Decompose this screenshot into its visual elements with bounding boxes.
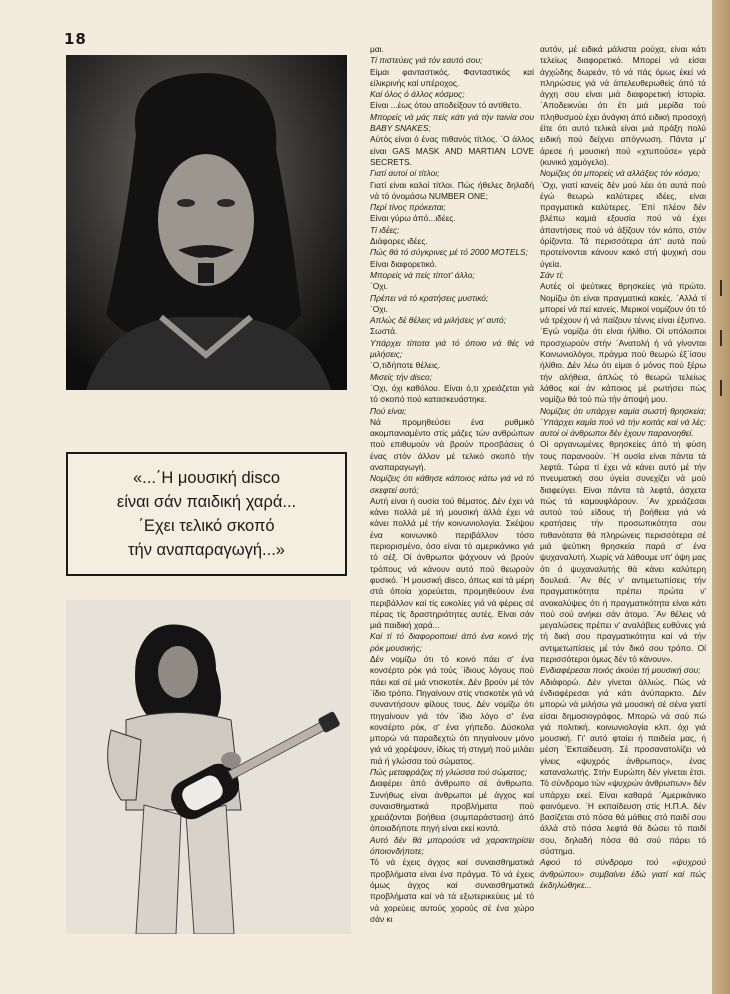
- pull-quote-line: είναι σάν παιδική χαρά...: [116, 493, 297, 511]
- pull-quote-line: «...΄Η μουσική disco: [132, 469, 280, 487]
- pull-quote: [66, 452, 347, 576]
- interview-answer: Διάφορες ιδέες.: [370, 236, 428, 247]
- guitarist-photo: [66, 600, 351, 934]
- interview-answer: Νά προμηθεύσει ένα ρυθμικό ακομπανιαμέντο στίς μάζες τών ανθρώπων πού επιθυμούν νά βρούν προσβάσεις ό ένας στόν άλλον μέ τελικό σκοπό τήν αναπαραγωγή.: [370, 416, 534, 472]
- article-column-2: [540, 44, 706, 891]
- article-column-1: [370, 44, 534, 925]
- interview-answer: Γιατί είναι καλοί τίτλοι. Πώς ήθελες δηλαδή νά τό όνομάσω NUMBER ONE;: [370, 179, 534, 201]
- interview-question: Αυτό δέν θά μπορούσε νά χαρακτηρίσει όποιονδήποτε;: [370, 834, 534, 857]
- interview-question: Νομίζεις ότι υπάρχει καμία σωστή θρησκεία; ΄Υπάρχει καμία πού νά τήν κοιτάς καί νά λές: αυτοί οί άνθρωποι δέν έχουν παρανοηθεί.: [540, 405, 706, 439]
- interview-answer: Τό νά έχεις άγχος καί συναισθηματικά προβλήματα είναι ένα πράγμα. Τό νά έχεις όμως άγχος καί συναισθηματικά προβλήματα καί νά τά εξωτερικεύεις μέ τό νά χορεύεις αυτούς χορούς σέ ένα χώρο σάν κι: [370, 857, 534, 924]
- interview-question: Μισείς τήν disco;: [370, 371, 433, 382]
- interview-answer: Αυτές οί ψεύτικες θρησκείες γιά πρώτο. Νομίζω ότι είναι πραγματικά κακές. ΄Αλλά τί μπορεί νά πεί κανείς. Μερικοί νομίζουν ότι τό νά τρέχουν ή νά παίζουν τέννις είναι έξυπνο. ΄Εγώ νομίζω ότι είναι ήλίθιο. Οί υπόλοιποι προσχωρούν στήν ΄Ανατολή ή νά γίνονται Κοινωνιολόγοι, πράγμα πού θεωρώ έξ΄ίσου ήλίθιο. Δέν λέω ότι είμαι ό μόνος πού ξέρω τήν αλήθεια, άπλώς τό θεωρώ τελείως λάθος καί άν κάποιος μέ ρωτήσει πώς νομίζω θά τού πώ τήν άποψή μου.: [540, 281, 706, 405]
- interview-answer: ΄Οχι, γιατί κανείς δέν μού λέει ότι αυτά πού έγώ θεωρώ καλύτερες ιδέες, είναι πραγματικά καλύτερες. ΄Επί πλέον δέν βλέπω καμιά εξουσία πού νά έχει άπαντήσεις πού νά άξίζουν τόν κόπο, στόν όρίζοντα. Τά περισσότερα άπ' αυτά πού προτείνονται κάνουν κακό στή ψυχική σου ύγεία.: [540, 179, 706, 269]
- interview-answer: Αύτός είναι ό ένας πιθανός τίτλος. ΄Ο άλλος είναι GAS MASK AND MARTIAN LOVE SECRETS.: [370, 134, 534, 167]
- interview-question: Νομίζεις ότι μπορείς νά αλλάξεις τόν κόσμο;: [540, 168, 701, 179]
- interview-answer: Είναι ...έως ότου αποδείξουν τό αντίθετο.: [370, 100, 522, 111]
- page-number: 18: [64, 30, 87, 48]
- interview-question: Γιατί αυτοί οί τίτλοι;: [370, 168, 440, 179]
- interview-question: Πρέπει νά τό κρατήσεις μυστικό;: [370, 292, 489, 303]
- interview-question: Καί τί τό διαφοροποιεί άπό ένα κοινό τής ρόκ μουσικής;: [370, 631, 534, 653]
- interview-answer: Είναι διαφορετικό.: [370, 258, 437, 269]
- interview-answer: ΄Οχι.: [370, 281, 388, 292]
- interview-answer: Σωστά.: [370, 326, 398, 337]
- interview-answer: ΄Οχι, όχι καθόλου. Είναι ό,τι χρειάζεται γιά τό σκοπό πού κατασκευάστηκε.: [370, 382, 534, 405]
- interview-answer: ΄Ο,τιδήποτε θέλεις.: [370, 360, 441, 371]
- interview-question: Σάν τί;: [540, 269, 564, 280]
- interview-answer: Δέν νομίζω ότι τό κοινό πάει σ' ένα κονσέρτο ρόκ γιά τούς ΄ίδιους λόγους πού πάει καί σέ μιά ντισκοτέκ. Δέν βρούν μέ τόν ΄ίδιο τρόπο. Πηγαίνουν στίς ντισκοτέκ γιά νά συναντήσουν φίλους τους. Δέν νομίζω ότι πηγαίνουν γιά τόν ΄ίδιο λόγο σ' ένα κονσέρτο ρόκ, σ' ένα γήπεδο. Δύσκολα μπορώ νά παραδεχτώ ότι πηγαίνουν μόνο γιά νά χορέψουν, ίδίως τή στιγμή πού μιλάει πιά ή γλώσσα τού σώματος.: [370, 654, 534, 766]
- interview-answer: Είναι γύρω άπό...ιδέες.: [370, 213, 456, 224]
- interview-answer: Αυτή είναι ή ουσία τού θέματος. Δέν έχει νά κάνει πολλά μέ τή μουσική άλλά έχει νά κάνει πολλά μέ τήν κοινωνιολογία. Σκέψου ένα κοινωνικό περιβάλλον τόσο περιορισμένο, όσο είναι τό αμερικάνικο γιά τό σέξ. Οί άνθρωποι ψάχνουν νά βρούν τρόπους νά κάνουν αυτό πού θεωρούν φυσικό. ΄Η μουσική disco, όπως καί τά μέρη στά όποία χορεύεται, προμηθεύουν ένα περιβάλλον καί τίς ευκολίες γιά νά φέρεις σέ πέρας τίς δραστηριότητες αυτές. Είναι σάν μιά παιδική χαρά...: [370, 495, 534, 631]
- interview-question: Πού είναι;: [370, 405, 407, 416]
- interview-question: Μπορείς νά πείς τίποτ' άλλο;: [370, 269, 475, 280]
- interview-answer: μαι.: [370, 44, 384, 54]
- interview-answer: Αδιάφορώ. Δέν γίνεται άλλιώς. Πώς νά ένδιαφέρεσαι γιά κάτι άνύπαρκτο. Δέν μπορώ νά μιλήσω γιά μουσική σέ σένα γιατί είσαι δημοσιογράφος. Μπορώ νά σού πώ γιά πολιτική, κοινωνιολογία κλπ. όχι γιά μουσική. Γι' αυτό φταίει ή παιδεία μας, ή μέση ΄Εκπαίδευση. Σέ προσανατολίζει νά γίνεις «ψυχρός άνθρωπος», ένας καταναλωτής. Στήν Ευρώπη δέν γίνεται έτσι. Τό σύνδρομο τών «ψυχρών άνθρωπων» δέν υπάρχει εκεί. Είναι καθαρά ΄Αμερικάνικο φαινόμενο. ΄Η εκπαίδευση στίς Η.Π.Α. δέν βασίζεται στό πόσα θά μάθεις στό παιδί σου άλλά στό πόσα λεφτά θά δώσει τό παιδί σου, δηλαδή πόσα θά σού πάρει τό σύστημα.: [540, 676, 706, 857]
- interview-question: Μπορείς νά μάς πείς κάτι γιά τήν ταινία σου BABY SNAKES;: [370, 111, 534, 134]
- interview-question: Περί τίνος πρόκειται;: [370, 202, 446, 213]
- interview-question: Ενδιαφέρεσαι ποιός άκούει τή μουσική σου;: [540, 665, 701, 676]
- interview-question: Απλώς δέ θέλεις νά μιλήσεις γι' αυτό;: [370, 315, 507, 326]
- interview-question: Νομίζεις ότι κάθησε κάποιος κάτω γιά νά τό σκεφτεί αυτό;: [370, 473, 534, 495]
- interview-question: Πώς θά τό σύγκρινες μέ τό 2000 MOTELS;: [370, 247, 528, 258]
- interview-answer: αυτόν, μέ ειδικά μάλιστα ρούχα, είναι κάτι τελείως διαφορετικό. Μπορεί νά είσαι άγχώδης δωρεάν, τό νά πάς όμως έκεί νά πληρώσεις γιά νά άπελευθερωθείς άπό τά άγχη σου είναι μιά διαφορετική ίστορία. ΄Αποδεικνύει ότι έτι μιά μερίδα τού πληθυσμού έχει άνάγκη άπό ειδική προσοχή έίτε ότι αυτό τελικά είναι μιά πράξη πολύ ειδική πού δείχνει απόγνωση. Πάντα μ' άρεσε ή μουσική πού «χτυπούσε» γερά (κυνικό χαμόγελο).: [540, 44, 706, 167]
- interview-question: Τί ιδέες;: [370, 224, 400, 235]
- interview-answer: Διαφέρει άπό άνθρωπο σέ άνθρωπο. Συνήθως είναι άνθρωποι μέ άγχος καί συναισθηματικά προβλήματα πού χρειάζονται βοήθεια (συμπαράσταση) άπό όποιαδήποτε πηγή είναι εκεί κοντά.: [370, 778, 534, 834]
- interview-question: Πώς μεταφράζεις τή γλώσσα τού σώματος;: [370, 767, 528, 777]
- interview-question: Αφού τό σύνδρομο τού «ψυχρού άνθρώπου» συμβαίνει έδώ γιατί καί πώς έκδηλώθηκε...: [540, 857, 706, 890]
- interview-answer: Οί οργανωμένες θρησκείες άπό τή φύση τους παρανοούν. ΄Η ουσία είναι πάντα τά λεφτά. Τώρα τί έχει νά κάνει αυτό μέ τήν πνευματική σου ύγεία συνεχίζει νά μού διαφεύγει. Είναι πάντα τά λεφτά, άσχετα πώς τά καμουφλάρουν. ΄Αν χρειάζεσαι αυτού τού είδους τή βοήθεια γιά νά κρατήσεις τήν προσωπικότητα σου πιθανότατα θά πληρώνεις περισσότερα σέ μιά ψεύτικη θρησκεία παρά σ' ένα ψυχαναλυτή. Χωρίς νά λάθουμε υπ' όψη μας ότι ό ψυχαναλυτής θά κάνει καλύτερη δουλειά. ΄Αν θές ν' αντιμετωπίσεις τήν πραγματικότητα πρέπει πρώτα ν' ανακαλύψεις ότι ή πραγματικότητα είναι κάτι πού σού ανήκει σάν άτομο. ΄Αν θέλεις νά μεγαλώσεις πρέπει ν' αναλάβεις ευθύνες γιά τή δική σου πραγματικότητα καί νά τήν αντιμετωπίσεις μέ τόν δικό σου τρόπο. Οί περισσότεροι όμως δέν τό κάνουν».: [540, 439, 706, 665]
- pull-quote-line: τήν αναπαραγωγή...»: [128, 541, 285, 559]
- interview-question: Υπάρχει τίποτα γιά τό όποιο νά θές νά μιλήσεις;: [370, 337, 534, 360]
- interview-answer: ΄Οχι.: [370, 303, 388, 314]
- pull-quote-line: ΄Εχει τελικό σκοπό: [138, 517, 275, 535]
- interview-answer: Είμαι φανταστικός. Φανταστικός καί είλικρινής καί υπέροχος.: [370, 66, 534, 88]
- page-edge: [712, 0, 730, 994]
- portrait-photo: [66, 55, 347, 390]
- interview-question: Τί πιστεύεις γιά τόν εαυτό σου;: [370, 55, 483, 66]
- interview-question: Καί όλος ό άλλος κόσμος;: [370, 89, 465, 100]
